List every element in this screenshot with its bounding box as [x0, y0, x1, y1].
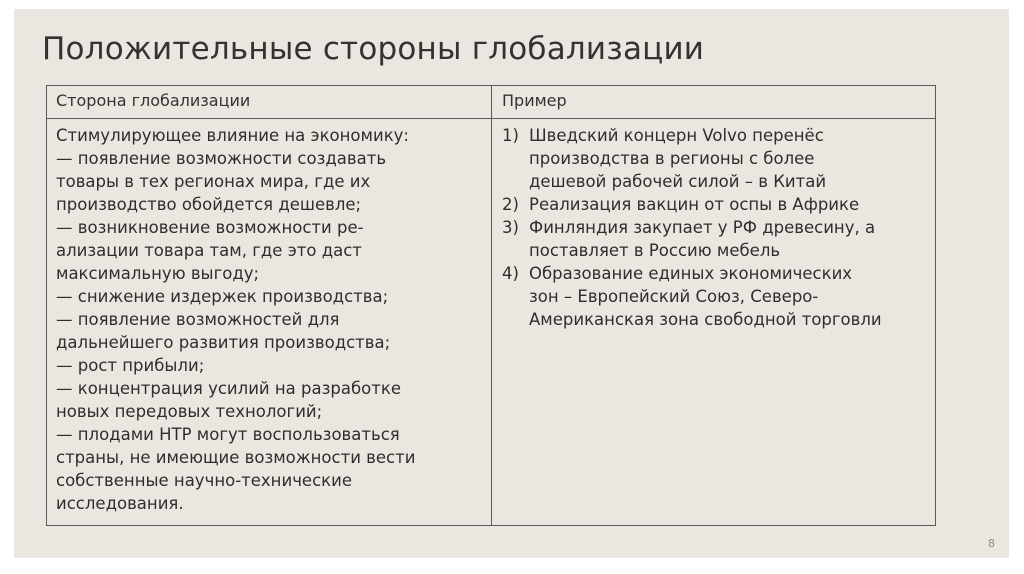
- slide-title: Положительные стороны глобализации: [42, 31, 705, 67]
- side-description-cell: [56, 124, 481, 515]
- header-side: Сторона глобализации: [56, 91, 251, 110]
- side-text-line: — появление возможности создавать: [56, 149, 387, 168]
- side-text-line: — рост прибыли;: [56, 356, 205, 375]
- example-item: [502, 124, 932, 193]
- side-text-line: страны, не имеющие возможности вести: [56, 448, 416, 467]
- side-text-line: — плодами НТР могут воспользоваться: [56, 425, 400, 444]
- page-number: 8: [988, 537, 995, 550]
- side-text-line: — возникновение возможности ре-: [56, 218, 364, 237]
- header-example: Пример: [502, 91, 567, 110]
- column-divider: [491, 86, 492, 525]
- example-text: Финляндия закупает у РФ древесину, а поставляет в Россию мебель: [529, 218, 876, 260]
- side-text-line: производство обойдется дешевле;: [56, 195, 362, 214]
- example-number: 3): [502, 218, 519, 237]
- example-item: [502, 193, 932, 216]
- example-text: Образование единых экономических зон – Европейский Союз, Северо- Американская зона свободной торговли: [529, 264, 882, 329]
- slide: [14, 9, 1009, 558]
- side-text-line: максимальную выгоду;: [56, 264, 260, 283]
- example-text: Реализация вакцин от оспы в Африке: [529, 195, 860, 214]
- example-text: Шведский концерн Volvo перенёс производства в регионы с более дешевой рабочей силой – в Китай: [529, 126, 827, 191]
- side-text-line: — появление возможностей для: [56, 310, 340, 329]
- comparison-table: [46, 85, 936, 526]
- example-number: 4): [502, 264, 519, 283]
- side-text-line: — снижение издержек производства;: [56, 287, 389, 306]
- side-text-line: Стимулирующее влияние на экономику:: [56, 126, 409, 145]
- example-number: 1): [502, 126, 519, 145]
- side-text-line: дальнейшего развития производства;: [56, 333, 391, 352]
- header-divider: [47, 118, 935, 119]
- side-text-line: исследования.: [56, 494, 184, 513]
- side-text-line: ализации товара там, где это даст: [56, 241, 362, 260]
- side-text-line: — концентрация усилий на разработке: [56, 379, 401, 398]
- side-text-line: новых передовых технологий;: [56, 402, 323, 421]
- example-item: [502, 216, 932, 262]
- side-text-line: товары в тех регионах мира, где их: [56, 172, 371, 191]
- examples-cell: [502, 124, 932, 331]
- example-item: [502, 262, 932, 331]
- example-number: 2): [502, 195, 519, 214]
- side-text-line: собственные научно-технические: [56, 471, 353, 490]
